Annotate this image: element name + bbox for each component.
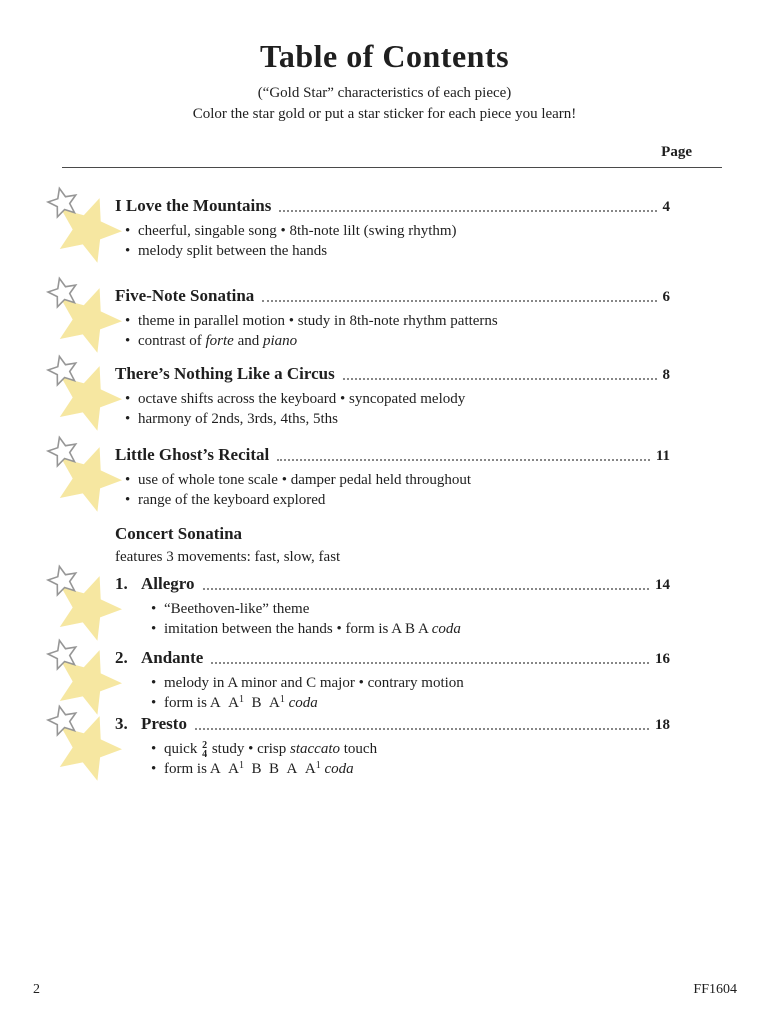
bullet-line <box>151 739 670 759</box>
bullet-marker: • <box>151 601 157 617</box>
gold-star-icon <box>42 354 122 432</box>
bullet-text <box>138 241 327 261</box>
page-number: 8 <box>662 367 670 383</box>
bullet-line <box>125 241 670 261</box>
superscript-text: 1 <box>239 760 244 771</box>
text-segment: contrast of <box>138 333 206 349</box>
title-row <box>115 574 670 594</box>
section-subtitle: features 3 movements: fast, slow, fast <box>115 549 341 565</box>
movement-number: 3. <box>115 714 128 733</box>
bullet-line <box>151 599 670 619</box>
entry-content <box>115 648 670 713</box>
bullet-line <box>151 619 670 639</box>
bullet-text <box>164 619 461 639</box>
piece-title: Presto <box>141 714 187 733</box>
bullet-text <box>138 389 465 409</box>
movement-number: 2. <box>115 648 128 667</box>
piece-title: Five-Note Sonatina <box>115 286 255 305</box>
bullet-text <box>164 739 377 759</box>
toc-entry <box>42 364 670 429</box>
page-number: 11 <box>655 448 670 464</box>
toc-entry <box>42 524 670 566</box>
header-rule <box>62 167 722 168</box>
toc-entry <box>42 648 670 713</box>
superscript-text: 1 <box>239 694 244 705</box>
text-segment: quick <box>164 741 202 757</box>
toc-entry <box>42 445 670 510</box>
text-segment: coda <box>288 695 318 711</box>
page-title: Table of Contents <box>259 38 510 74</box>
title-row <box>115 714 670 734</box>
bullet-marker: • <box>125 411 131 427</box>
toc-entry <box>42 286 670 351</box>
bullet-text <box>164 759 354 779</box>
time-signature-bottom: 4 <box>202 749 208 760</box>
bullet-list <box>125 311 670 351</box>
title-row <box>115 648 670 668</box>
bullet-line <box>125 409 670 429</box>
text-segment: “Beethoven-like” theme <box>164 601 310 617</box>
bullet-list <box>151 673 670 713</box>
dotted-leader <box>195 728 649 730</box>
entry-content <box>115 574 670 639</box>
bullet-marker: • <box>125 333 131 349</box>
title-row <box>115 364 670 384</box>
text-segment: octave shifts across the keyboard • syncopated melody <box>138 391 466 407</box>
entry-content <box>115 286 670 351</box>
text-segment: use of whole tone scale • damper pedal held throughout <box>138 472 472 488</box>
piece-title: Concert Sonatina <box>115 524 243 543</box>
bullet-marker: • <box>151 621 157 637</box>
text-segment: and <box>233 333 263 349</box>
page-column-label: Page <box>661 144 692 160</box>
text-segment: staccato <box>290 741 340 757</box>
bullet-list <box>125 470 670 510</box>
subtitle-instruction: Color the star gold or put a star sticker for each piece you learn! <box>192 106 577 122</box>
text-segment: piano <box>263 333 298 349</box>
text-segment: melody split between the hands <box>138 243 328 259</box>
title-row <box>115 286 670 306</box>
bullet-line <box>125 311 670 331</box>
bullet-text <box>164 673 464 693</box>
bullet-line <box>125 470 670 490</box>
bullet-line <box>151 673 670 693</box>
entry-content <box>115 364 670 429</box>
piece-title: There’s Nothing Like a Circus <box>115 364 335 383</box>
bullet-line <box>125 331 670 351</box>
bullet-line <box>125 490 670 510</box>
page-number: 16 <box>655 651 670 667</box>
entry-content <box>115 524 670 566</box>
dotted-leader <box>279 210 656 212</box>
text-segment: theme in parallel motion • study in 8th-note rhythm patterns <box>138 313 498 329</box>
bullet-line <box>151 759 670 779</box>
footer-catalog-number: FF1604 <box>693 982 737 997</box>
text-segment: B A <box>244 695 280 711</box>
title-row <box>115 524 670 544</box>
bullet-marker: • <box>151 675 157 691</box>
time-signature <box>202 741 207 759</box>
page-number: 18 <box>655 717 670 733</box>
bullet-list <box>125 221 670 261</box>
movement-number: 1. <box>115 574 128 593</box>
text-segment: form is A A <box>164 761 239 777</box>
bullet-text <box>164 599 309 619</box>
subtitle-gold-star: (“Gold Star” characteristics of each piece) <box>257 85 512 101</box>
superscript-text: 1 <box>279 694 285 705</box>
bullet-marker: • <box>151 741 157 757</box>
text-segment: range of the keyboard explored <box>138 492 326 508</box>
page-number: 14 <box>655 577 670 593</box>
text-segment: touch <box>340 741 378 757</box>
bullet-text <box>138 331 297 351</box>
text-segment: study • crisp <box>208 741 290 757</box>
bullet-list <box>125 389 670 429</box>
gold-star-icon <box>42 276 122 354</box>
bullet-marker: • <box>125 243 131 259</box>
time-signature-top: 2 <box>202 740 208 751</box>
piece-title: Allegro <box>141 574 195 593</box>
text-segment: coda <box>431 621 461 637</box>
bullet-text <box>138 311 498 331</box>
dotted-leader <box>211 662 649 664</box>
text-segment: forte <box>205 333 234 349</box>
bullet-marker: • <box>125 391 131 407</box>
bullet-text <box>138 490 325 510</box>
text-segment: imitation between the hands • form is A B A <box>164 621 432 637</box>
bullet-text <box>164 693 318 713</box>
page-number: 6 <box>662 289 670 305</box>
gold-star-icon <box>42 435 122 513</box>
entry-content <box>115 445 670 510</box>
piece-title: Little Ghost’s Recital <box>115 445 270 464</box>
text-segment: cheerful, singable song • 8th-note lilt (swing rhythm) <box>138 223 457 239</box>
gold-star-icon <box>42 186 122 264</box>
dotted-leader <box>262 300 656 302</box>
bullet-marker: • <box>125 223 131 239</box>
gold-star-icon <box>42 704 122 782</box>
entry-content <box>115 714 670 779</box>
bullet-marker: • <box>125 492 131 508</box>
bullet-text <box>138 470 471 490</box>
entry-content <box>115 196 670 261</box>
toc-entry <box>42 714 670 779</box>
bullet-line <box>125 221 670 241</box>
bullet-marker: • <box>151 761 157 777</box>
footer-page-number: 2 <box>33 982 40 997</box>
superscript-text: 1 <box>315 760 321 771</box>
title-row <box>115 445 670 465</box>
text-segment: melody in A minor and C major • contrary motion <box>164 675 464 691</box>
piece-title: Andante <box>141 648 204 667</box>
bullet-text <box>138 409 338 429</box>
text-segment: coda <box>324 761 354 777</box>
page-number: 4 <box>662 199 670 215</box>
bullet-text <box>138 221 457 241</box>
text-segment: form is A A <box>164 695 239 711</box>
bullet-marker: • <box>125 472 131 488</box>
title-row <box>115 196 670 216</box>
toc-entry <box>42 196 670 261</box>
dotted-leader <box>277 459 650 461</box>
bullet-marker: • <box>151 695 157 711</box>
dotted-leader <box>203 588 649 590</box>
bullet-list <box>151 599 670 639</box>
bullet-line <box>151 693 670 713</box>
bullet-line <box>125 389 670 409</box>
piece-title: I Love the Mountains <box>115 196 272 215</box>
text-segment: B B A A <box>244 761 316 777</box>
gold-star-icon <box>42 564 122 642</box>
text-segment: harmony of 2nds, 3rds, 4ths, 5ths <box>138 411 338 427</box>
bullet-list <box>151 739 670 779</box>
dotted-leader <box>343 378 657 380</box>
bullet-marker: • <box>125 313 131 329</box>
toc-entry <box>42 574 670 639</box>
